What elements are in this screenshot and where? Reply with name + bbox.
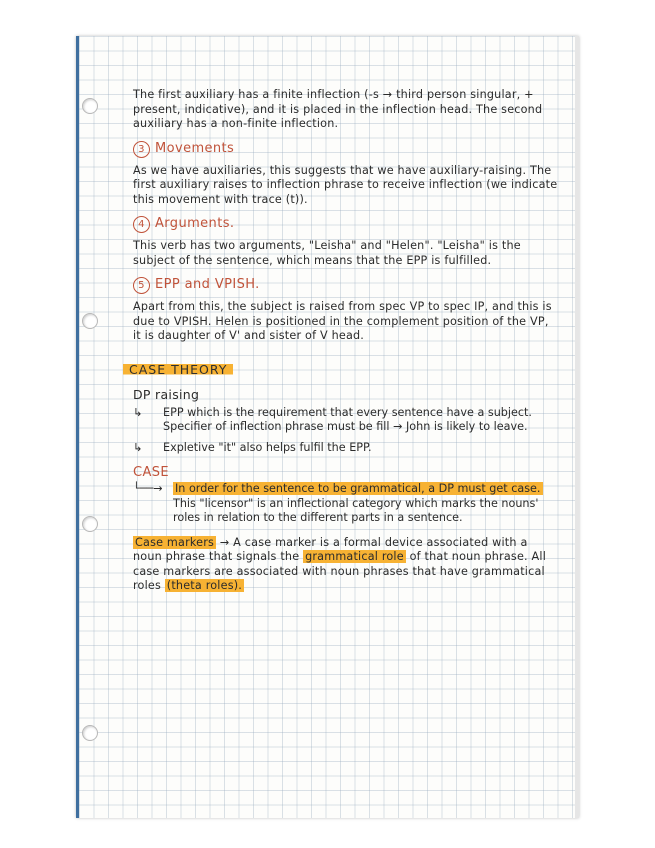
section-5-text: Apart from this, the subject is raised from spec VP to spec IP, and this is due to VPISH. Helen is positioned in the complement position of the VP, it is daughter of V' and sister of V head. <box>133 300 552 342</box>
section-number-badge: 3 <box>133 141 150 158</box>
section-3-text: As we have auxiliaries, this suggests that we have auxiliary-raising. The first auxiliary raises to inflection phrase to receive inflection (we indicate this movement with trace (t)). <box>133 163 558 206</box>
section-number-badge: 4 <box>133 216 150 233</box>
intro-paragraph: The first auxiliary has a finite inflection (-s → third person singular, + present, indicative), and it is placed in the inflection head. The second auxiliary has a non-finite inflection. <box>133 88 543 130</box>
binder-hole <box>82 98 98 114</box>
arrow-icon: └──→ <box>133 482 163 495</box>
binder-hole <box>82 313 98 329</box>
case-heading: CASE <box>133 465 170 480</box>
arrow-icon: ↳ <box>133 405 143 419</box>
section-title: Arguments. <box>155 216 235 231</box>
case-markers-text: → A case marker is a formal device associated with a noun phrase that signals the <box>133 535 528 563</box>
case-definition <box>133 482 558 526</box>
highlighted-text: In order for the sentence to be grammatical, a DP must get case. <box>175 482 541 495</box>
arrow-icon: ↳ <box>133 440 143 454</box>
list-item-text: EPP which is the requirement that every sentence have a subject. Specifier of inflection phrase must be fill → John is likely to leave. <box>163 405 532 433</box>
highlighted-text: grammatical role <box>305 550 404 563</box>
section-title: Movements <box>155 140 235 156</box>
case-text <box>173 482 558 526</box>
case-markers-paragraph <box>133 536 558 594</box>
section-number-badge: 5 <box>133 277 150 294</box>
section-4-text: This verb has two arguments, "Leisha" and "Helen". "Leisha" is the subject of the sentence, which means that the EPP is fulfilled. <box>133 239 521 267</box>
section-title: EPP and VPISH. <box>155 277 260 292</box>
section-5-heading <box>133 276 558 294</box>
case-markers-text: of that noun phrase. All case markers are associated with noun phrases that have grammatical roles <box>133 550 547 592</box>
binder-hole <box>82 516 98 532</box>
binder-hole <box>82 725 98 741</box>
dp-raising-heading: DP raising <box>133 386 200 402</box>
handwritten-notes <box>129 88 558 594</box>
section-4-heading <box>133 215 558 233</box>
list-item-text: Expletive "it" also helps fulfil the EPP. <box>163 440 372 454</box>
highlighted-term: Case markers <box>135 535 215 549</box>
list-item <box>133 406 558 435</box>
highlighted-text: (theta roles). <box>166 579 243 592</box>
section-3-heading <box>133 140 558 158</box>
list-item <box>133 441 558 456</box>
case-rest-text: This "licensor" is an inflectional category which marks the nouns' roles in relation to the different parts in a sentence. <box>173 496 539 524</box>
case-theory-heading: CASE THEORY <box>123 362 233 377</box>
